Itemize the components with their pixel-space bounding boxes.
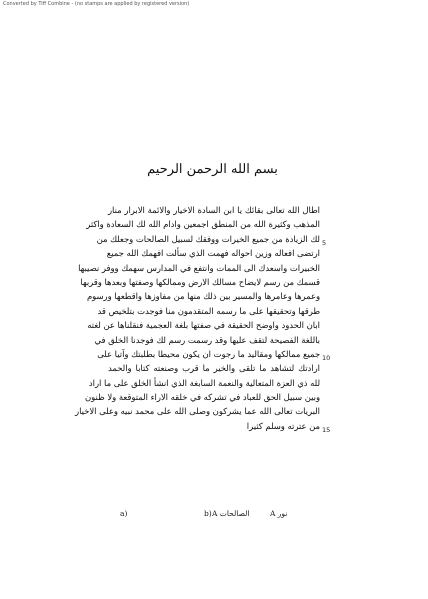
- text-line: ابان الحدود واوضح الحقيقة في صفتها بلغة العجمية فنقلناها عن لغته: [87, 320, 320, 331]
- line-number-5: 5: [322, 239, 327, 247]
- footnote-a-label: a): [120, 509, 128, 518]
- text-line: جميع ممالكها ومقاليد ما رجوت ان يكون محيطا بطلبتك وآتيا على: [97, 348, 320, 359]
- text-line: وبين سبيل الحق للعباد في تشركه في خلقه الاراء المتوقعة ولا ظنون: [85, 392, 320, 403]
- text-line: ارتضى افعاله وزين احواله فهمت الذي سألت افهمك الله جميع: [106, 248, 320, 259]
- converter-notice: Converted by Tiff Combine - (no stamps are applied by registered version): [3, 1, 190, 7]
- text-line: البريات تعالى الله عما يشركون وصلى الله على محمد نبيه وعلى الاخيار: [75, 406, 320, 417]
- text-line: قسمك من رسم لايضاح مسالك الارض وممالكها وصفتها وبعدها وقربها: [80, 276, 320, 287]
- text-line: طرقها وتحقيقها على ما رسمه المتقدمون منا فوجدت بتلخيص قد: [97, 305, 320, 316]
- text-line: لله ذي العزة المتعالية والنعمة السابغة الذي انشأ الخلق على ما اراد: [88, 377, 320, 388]
- text-line: من عترته وسلم كثيرا: [246, 420, 320, 431]
- footnotes: [120, 509, 290, 523]
- text-line: المذهب وكثيرة الله من المنطق اجمعين وادام الله لك السعادة واكثر: [86, 219, 320, 230]
- footnote-b-label: b): [204, 509, 212, 518]
- text-line: اطال الله تعالى بقائك يا ابن السادة الاخيار والائمة الابرار منار: [108, 205, 320, 215]
- footnote-a-text: الصالحات A: [212, 509, 250, 518]
- line-number-10: 10: [322, 354, 331, 362]
- text-line: ارادتك لتشاهد ما تلقى والخير ما قرب وصنعته كتابا والحمد: [108, 363, 320, 374]
- line-number-15: 15: [322, 426, 331, 434]
- text-line: الخبيرات واسعدك الى الممات وانتفع في المدارس سهمك ووفر نصيبها: [78, 262, 320, 273]
- text-line: وعمرها وعامرها والمسير بين ذلك منها من مفاوزها واقطعها ورسوم: [87, 291, 320, 302]
- footnote-b-text: نور A: [270, 509, 288, 518]
- text-line: باللغة الفصيحة لتقف عليها وقد رسمت رسم لك فوجدنا الخلق في: [94, 334, 320, 345]
- body-paragraph: [75, 203, 320, 433]
- text-line: لك الزيادة من جميع الخيرات ووفقك لسبيل الصالحات وجعلك من: [96, 233, 320, 244]
- basmala-heading: بسم الله الرحمن الرحيم: [147, 162, 278, 177]
